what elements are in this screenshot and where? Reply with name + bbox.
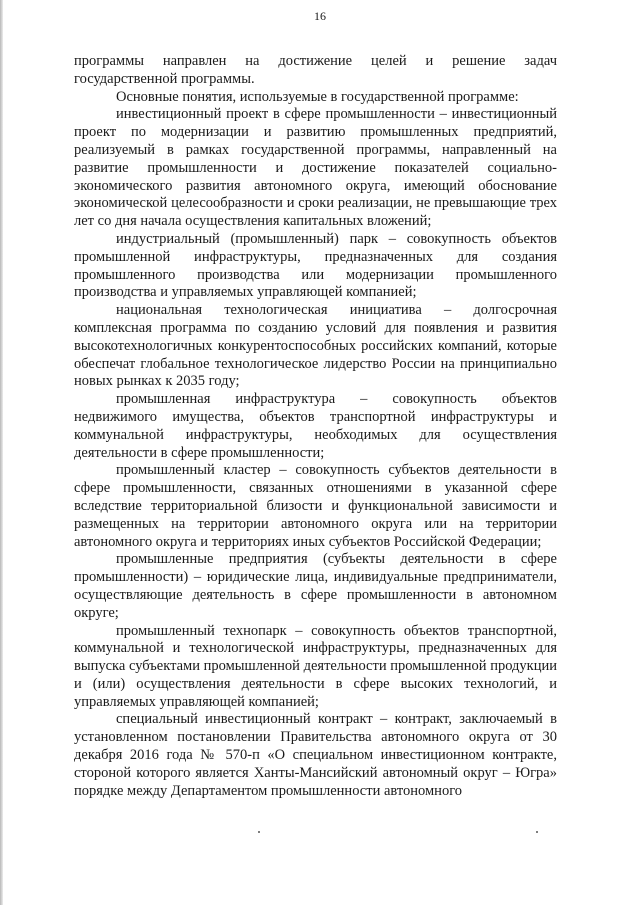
definition-industrial-enterprises: промышленные предприятия (субъекты деятельности в сфере промышленности) – юридические лица, индивидуальные предприниматели, осуществляющие деятельность в сфере промышленности в автономном округе;: [74, 551, 557, 621]
definition-national-tech-initiative: национальная технологическая инициатива – долгосрочная комплексная программа по созданию условий для появления и развития высокотехнологичных конкурентоспособных российских компаний, которые обеспечат глобальное технологическое лидерство России на принципиально новых рынках к 2035 году;: [74, 302, 557, 390]
document-body: [74, 53, 557, 800]
paragraph-intro: Основные понятия, используемые в государственной программе:: [116, 88, 519, 105]
definition-industrial-infrastructure: промышленная инфраструктура – совокупность объектов недвижимого имущества, объектов транспортной инфраструктуры и коммунальной инфраструктуры, необходимых для осуществления деятельности в сфере промышленности;: [74, 391, 557, 461]
page-number: 16: [314, 9, 326, 23]
scan-speck: [536, 831, 538, 833]
definition-investment-project: инвестиционный проект в сфере промышленности – инвестиционный проект по модернизации и развитию промышленных предприятий, реализуемый в рамках государственной программы, направленный на развитие промышленности и достижение показателей социально-экономического развития автономного округа, имеющий обоснование экономической целесообразности и сроки реализации, не превышающие трех лет со дня начала осуществления капитальных вложений;: [74, 106, 557, 230]
scan-speck: [258, 831, 260, 833]
definition-industrial-cluster: промышленный кластер – совокупность субъектов деятельности в сфере промышленности, связанных отношениями в указанной сфере вследствие территориальной близости и функциональной зависимости и размещенных на территории автономного округа или на территории автономного округа и территориях иных субъектов Российской Федерации;: [74, 462, 557, 550]
paragraph-continuation: программы направлен на достижение целей и решение задач государственной программы.: [74, 53, 557, 87]
scan-edge-shadow: [0, 0, 3, 905]
definition-special-investment-contract: специальный инвестиционный контракт – контракт, заключаемый в установленном постановлении Правительства автономного округа от 30 декабря 2016 года № 570-п «О специальном инвестиционном контракте, стороной которого является Ханты-Мансийский автономный округ – Югра» порядке между Департаментом промышленности автономного: [74, 711, 557, 799]
definition-industrial-technopark: промышленный технопарк – совокупность объектов транспортной, коммунальной и технологической инфраструктуры, предназначенных для выпуска субъектами промышленной деятельности промышленной продукции и (или) осуществления деятельности в сфере высоких технологий, и управляемых управляющей компанией;: [74, 622, 557, 710]
definition-industrial-park: индустриальный (промышленный) парк – совокупность объектов промышленной инфраструктуры, предназначенных для создания промышленного производства или модернизации промышленного производства и управляемых управляющей компанией;: [74, 230, 557, 301]
